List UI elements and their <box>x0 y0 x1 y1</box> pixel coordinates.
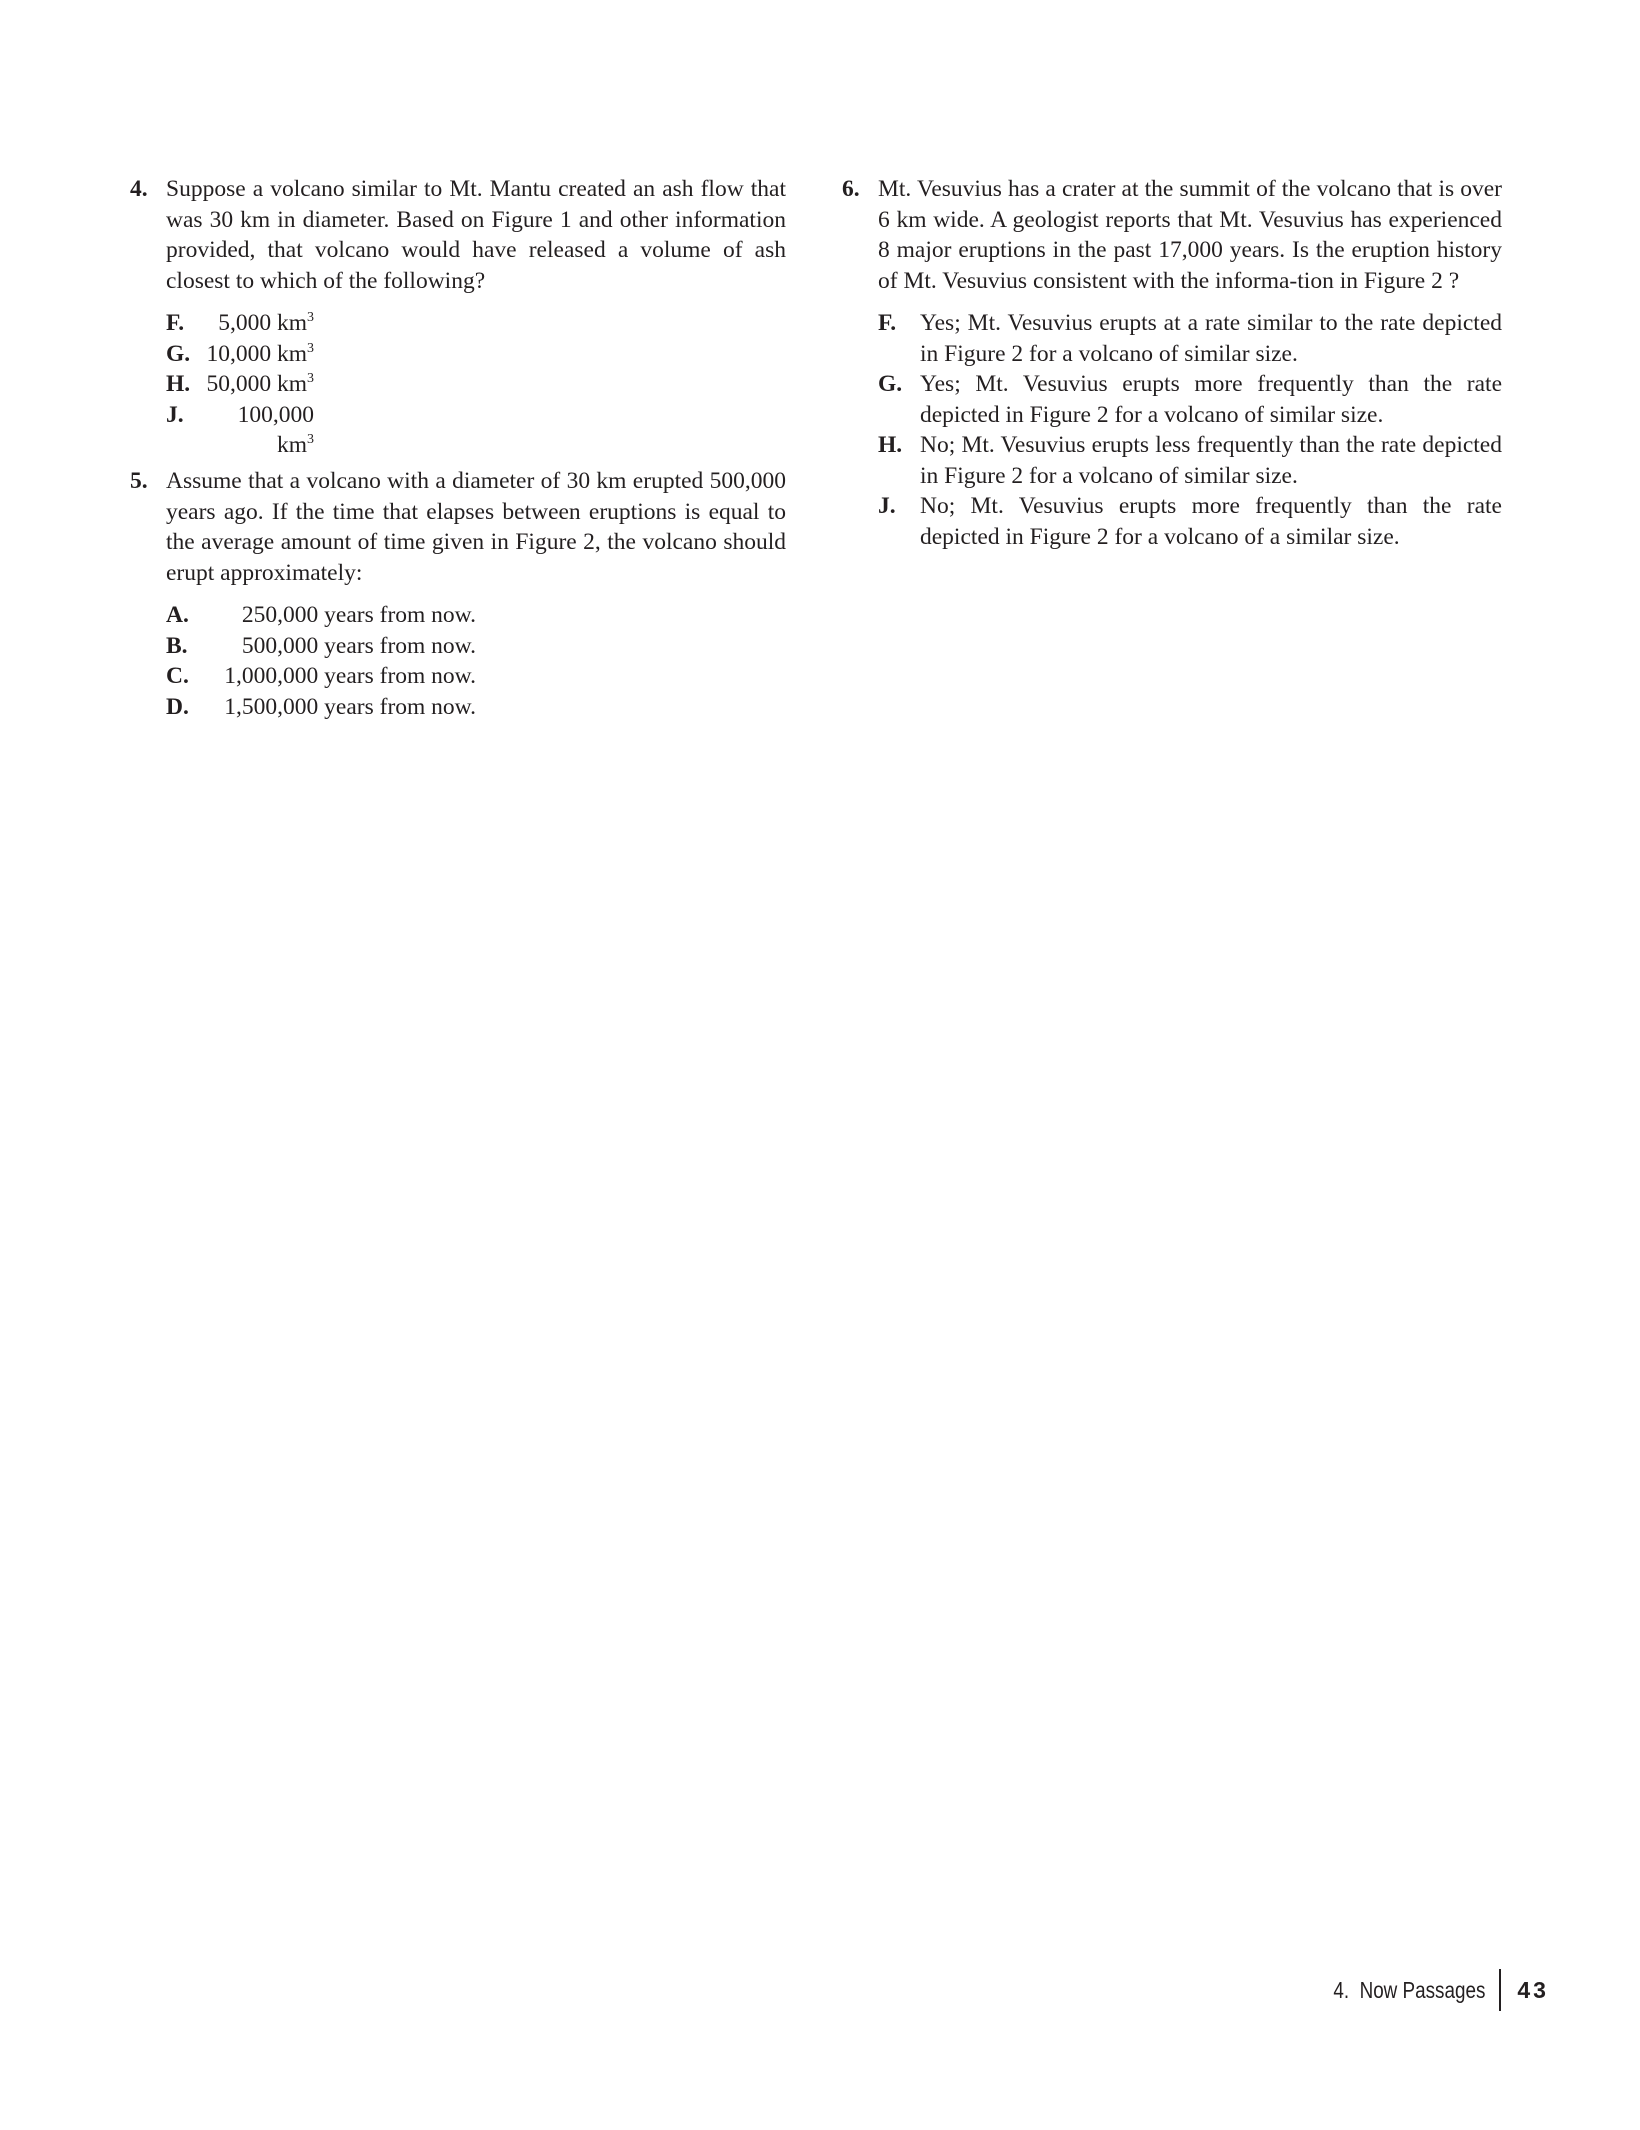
answer-option-j[interactable] <box>878 491 1502 552</box>
option-letter: G. <box>166 340 191 367</box>
page-footer <box>1300 1968 1549 2012</box>
option-letter: F. <box>166 310 185 336</box>
answer-options <box>878 308 1502 552</box>
option-text: Yes; Mt. Vesuvius erupts more frequently than the rate depicted in Figure 2 for a volcano of similar size. <box>920 371 1502 428</box>
option-text <box>204 339 314 370</box>
option-value: 100,000 km <box>237 401 314 458</box>
page-number: 43 <box>1517 1976 1549 2003</box>
answer-option-d[interactable] <box>166 692 786 723</box>
option-text: No; Mt. Vesuvius erupts more frequently than the rate depicted in Figure 2 for a volcano of a similar size. <box>920 493 1502 550</box>
answer-options <box>166 308 786 461</box>
option-letter: G. <box>878 371 903 397</box>
answer-option-h[interactable] <box>878 430 1502 491</box>
option-value: 10,000 km <box>206 340 307 367</box>
superscript: 3 <box>307 371 314 386</box>
option-letter: D. <box>166 693 189 720</box>
answer-option-g[interactable] <box>878 369 1502 430</box>
option-text <box>204 369 314 400</box>
question-stem: Mt. Vesuvius has a crater at the summit of the volcano that is over 6 km wide. A geologist reports that Mt. Vesuvius has experienced 8 major eruptions in the past 17,000 years. Is the eruption history of Mt. Vesuvius consistent with the informa-tion in Figure 2 ? <box>878 176 1502 294</box>
option-text: No; Mt. Vesuvius erupts less frequently than the rate depicted in Figure 2 for a volcano of similar size. <box>920 432 1502 489</box>
section-title: 4. Now Passages <box>1333 1976 1486 2003</box>
answer-option-b[interactable] <box>166 631 786 662</box>
option-value: 50,000 km <box>206 371 307 397</box>
question-stem: Suppose a volcano similar to Mt. Mantu created an ash flow that was 30 km in diameter. Based on Figure 1 and other information provided, that volcano would have released a volume of ash closest to which of the following? <box>166 176 786 294</box>
option-text <box>204 308 314 339</box>
answer-option-f[interactable] <box>878 308 1502 369</box>
option-letter: H. <box>878 432 903 458</box>
answer-option-h[interactable] <box>166 369 786 400</box>
question-5 <box>130 466 786 722</box>
answer-option-j[interactable] <box>166 400 786 461</box>
question-4 <box>130 174 786 461</box>
option-value: 5,000 km <box>218 310 307 336</box>
option-text: 1,000,000 years from now. <box>224 663 476 689</box>
option-text: Yes; Mt. Vesuvius erupts at a rate similar to the rate depicted in Figure 2 for a volcano of similar size. <box>920 310 1502 367</box>
option-letter: J. <box>166 401 184 428</box>
answer-option-a[interactable] <box>166 600 786 631</box>
question-stem: Assume that a volcano with a diameter of 30 km erupted 500,000 years ago. If the time that elapses between eruptions is equal to the average amount of time given in Figure 2, the volcano should erupt approximately: <box>166 468 786 586</box>
option-letter: F. <box>878 310 897 336</box>
option-letter: B. <box>166 632 188 659</box>
option-letter: A. <box>166 602 189 628</box>
option-letter: C. <box>166 663 189 689</box>
superscript: 3 <box>307 310 314 325</box>
superscript: 3 <box>307 340 314 356</box>
option-text: 250,000 years from now. <box>241 602 476 628</box>
answer-option-g[interactable] <box>166 339 786 370</box>
option-text: 500,000 years from now. <box>241 632 476 659</box>
answer-options <box>166 600 786 722</box>
option-letter: J. <box>878 493 896 519</box>
footer-divider <box>1499 1969 1501 2011</box>
superscript: 3 <box>307 432 314 447</box>
question-number: 6. <box>842 176 860 202</box>
option-text <box>204 400 314 461</box>
question-number: 4. <box>130 176 148 202</box>
option-text: 1,500,000 years from now. <box>224 693 476 720</box>
question-6 <box>842 174 1502 552</box>
question-number: 5. <box>130 468 148 494</box>
answer-option-f[interactable] <box>166 308 786 339</box>
option-letter: H. <box>166 371 191 397</box>
answer-option-c[interactable] <box>166 661 786 692</box>
